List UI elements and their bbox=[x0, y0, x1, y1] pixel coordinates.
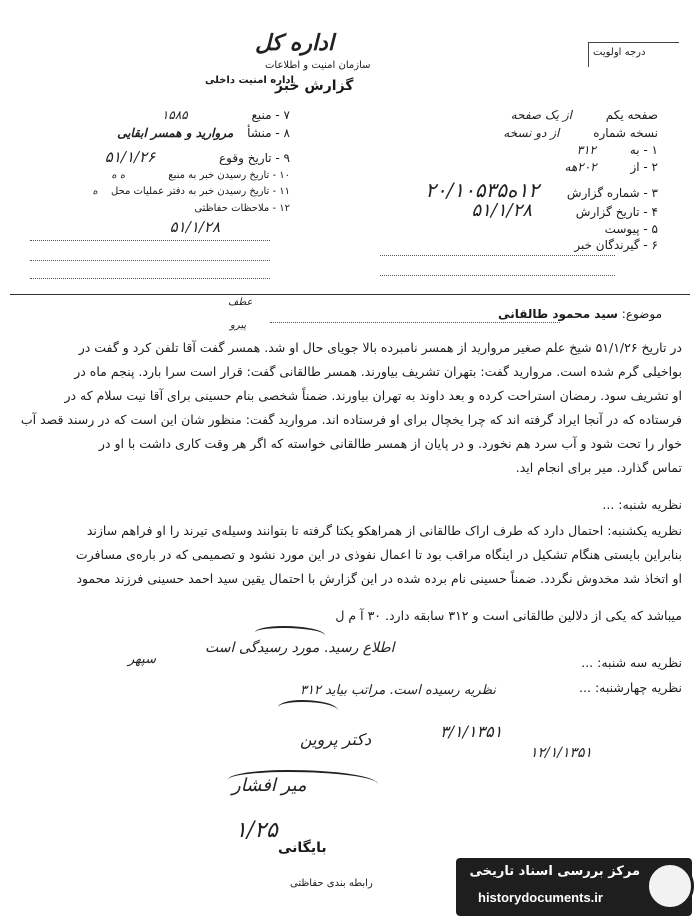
signature-stroke bbox=[278, 700, 338, 718]
right-field bbox=[503, 126, 658, 140]
report-number: ۱۲ه۲۰/۱۰۵۳۵ bbox=[425, 178, 540, 202]
priority-box bbox=[588, 42, 679, 67]
analysis-line: او اتخاذ شد مخدوش نگردد. ضمناً حسینی نام برده شده در این گزارش با احتمال یقین سید احمد حسینی فرزند محمود bbox=[76, 571, 682, 586]
handwritten-signature-name: دکتر پروین bbox=[300, 730, 372, 749]
page-title: گزارش خبر bbox=[275, 78, 354, 94]
left-field-value: ه bbox=[92, 186, 98, 197]
left-blank-line bbox=[30, 260, 270, 261]
recipients-line bbox=[380, 275, 615, 276]
right-field bbox=[471, 200, 658, 221]
right-field-label: ۱ - به bbox=[629, 143, 658, 157]
subject-value: سید محمود طالقانی bbox=[498, 307, 618, 321]
left-field-value: ۵۱/۱/۲۶ bbox=[104, 148, 156, 166]
book-icon bbox=[646, 862, 694, 910]
body-line: بواخیلی گرم شده است. مروارید گفت: بتهران تشریف بیاورند. همسر طالقانی گفت: قرار است سرا بارد. پنجم ماه در bbox=[74, 364, 682, 379]
left-field-label: ۱۱ - تاریخ رسیدن خبر به دفتر عملیات محل bbox=[110, 186, 290, 197]
analysis-line: بنابراین بایستی هنگام تشکیل در اینگاه مراقب بود تا اعمال نفوذی در این مورد نشود و تصمیمی که در باره‌ی مسافرت bbox=[75, 547, 682, 562]
left-field-value: ه ه bbox=[111, 170, 126, 181]
signature-stroke bbox=[255, 626, 325, 642]
left-field-label: ۱۰ - تاریخ رسیدن خبر به منبع bbox=[168, 170, 290, 181]
left-field-label: ۸ - منشأ bbox=[247, 126, 290, 140]
body-line: در تاریخ ۵۱/۱/۲۶ شیخ علم صغیر مروارید از همسر نامبرده بالا جویای حال او شد. همسر گفت آقا تلفن کرد و گفت در bbox=[78, 340, 682, 355]
right-field-label: صفحه یکم bbox=[605, 108, 658, 122]
right-field-label: ۳ - شماره گزارش bbox=[566, 186, 658, 200]
left-field-label: ۹ - تاریخ وقوع bbox=[219, 151, 290, 165]
handwritten-date: ۳/۱/۱۳۵۱ bbox=[440, 722, 503, 741]
left-field-label: ۷ - منبع bbox=[251, 108, 290, 122]
right-field-label: ۶ - گیرندگان خبر bbox=[574, 238, 658, 252]
org-unit: سازمان امنیت و اطلاعات bbox=[265, 60, 371, 71]
right-field-value: ۲۰۲هه bbox=[564, 160, 597, 174]
body-line: فرستاده که در آنجا ایراد گرفته اند که چرا یخچال برای او فرستاده اند. مروارید گفت: منظور شان این است که در رسند قصد آب bbox=[20, 412, 682, 427]
subject-label: موضوع: bbox=[621, 307, 662, 321]
left-field bbox=[30, 148, 290, 166]
analysis-line: نظریه چهارشنبه: ... bbox=[579, 680, 682, 695]
recipients-line bbox=[380, 255, 615, 256]
analysis-line: میباشد که یکی از دلالین طالقانی است و ۳۱۲ سابقه دارد. ۳۰ آ م ل bbox=[335, 608, 682, 623]
handwritten-note: نظریه رسیده است. مراتب بیاید ۳۱۲ bbox=[300, 683, 496, 698]
left-blank-line bbox=[30, 278, 270, 279]
right-field-value: ۳۱۲ bbox=[576, 143, 596, 157]
right-field bbox=[565, 160, 658, 174]
left-field bbox=[30, 186, 290, 197]
right-field bbox=[574, 238, 658, 252]
watermark-url: historydocuments.ir bbox=[478, 890, 603, 905]
footer-stamp: بایگانی bbox=[278, 840, 327, 856]
right-field-label: ۲ - از bbox=[630, 160, 658, 174]
right-field-label: ۴ - تاریخ گزارش bbox=[575, 205, 658, 219]
signature-stroke bbox=[228, 770, 378, 794]
right-field bbox=[605, 222, 658, 236]
analysis-line: نظریه شنبه: ... bbox=[602, 497, 682, 512]
left-field-value: ۱۵۸۵ bbox=[161, 108, 188, 122]
subject bbox=[498, 307, 662, 321]
analysis-line: نظریه یکشنبه: احتمال دارد که طرف اراک طالقانی از همراهکو یکتا گرفته تا بتوانند وسیله‌ی تیرند را او فراهم سازند bbox=[86, 523, 682, 538]
handwritten-signature-name: میر افشار bbox=[232, 775, 307, 796]
left-field-value: مروارید و همسر ابقایی bbox=[117, 126, 234, 140]
handwritten-note: اطلاع رسید. مورد رسیدگی است bbox=[205, 640, 395, 656]
left-blank-line bbox=[30, 240, 270, 241]
org-stamp: اداره کل bbox=[255, 30, 334, 56]
section-name: اداره امنیت داخلی bbox=[205, 75, 294, 86]
left-field bbox=[30, 126, 290, 140]
right-field-label: نسخه شماره bbox=[593, 126, 658, 140]
left-field-label: ۱۲ - ملاحظات حفاظتی bbox=[194, 203, 290, 214]
subject-annotation-top: عطف bbox=[228, 297, 253, 308]
right-field-value: از دو نسخه bbox=[503, 126, 560, 140]
handwritten-date: ۱۲/۱/۱۳۵۱ bbox=[530, 745, 593, 761]
left-field-value: ۵۱/۱/۲۸ bbox=[169, 218, 220, 236]
subject-line bbox=[270, 322, 560, 323]
priority-label: درجه اولویت bbox=[593, 47, 646, 58]
subject-annotation-bottom: پیرو bbox=[230, 320, 247, 331]
body-line: تماس گذارد. میر برای انجام اید. bbox=[515, 460, 682, 475]
right-field-value: از یک صفحه bbox=[510, 108, 572, 122]
right-field bbox=[577, 143, 658, 157]
analysis-line: نظریه سه شنبه: ... bbox=[581, 655, 682, 670]
watermark-title: مرکز بررسی اسناد تاریخی bbox=[469, 864, 640, 879]
handwritten-number: ۱/۲۵ bbox=[235, 818, 278, 843]
report-date: ۵۱/۱/۲۸ bbox=[471, 200, 532, 221]
right-field bbox=[425, 178, 658, 202]
left-field bbox=[30, 170, 290, 181]
body-line: خوار را تحت شود و آب سرد هم نخورد. و در پایان از همسر طالقانی خواسته که اگر هر وقت کاری داشت با او در bbox=[98, 436, 682, 451]
right-field bbox=[511, 108, 658, 122]
left-field bbox=[30, 203, 290, 214]
handwritten-signature-name: سپهر bbox=[128, 652, 156, 667]
footer-stamp-sub: رابطه بندی حفاظتی bbox=[290, 878, 373, 889]
header-divider bbox=[10, 294, 690, 295]
left-field bbox=[30, 218, 220, 236]
body-line: او تشریف سود. رمضان استراحت کرده و بعد داوند به تهران بیاورند. ضمناً شخصی بنام حسینی برای آقا نیت سلام که در bbox=[64, 388, 682, 403]
right-field-label: ۵ - پیوست bbox=[604, 222, 658, 236]
left-field bbox=[30, 108, 290, 122]
